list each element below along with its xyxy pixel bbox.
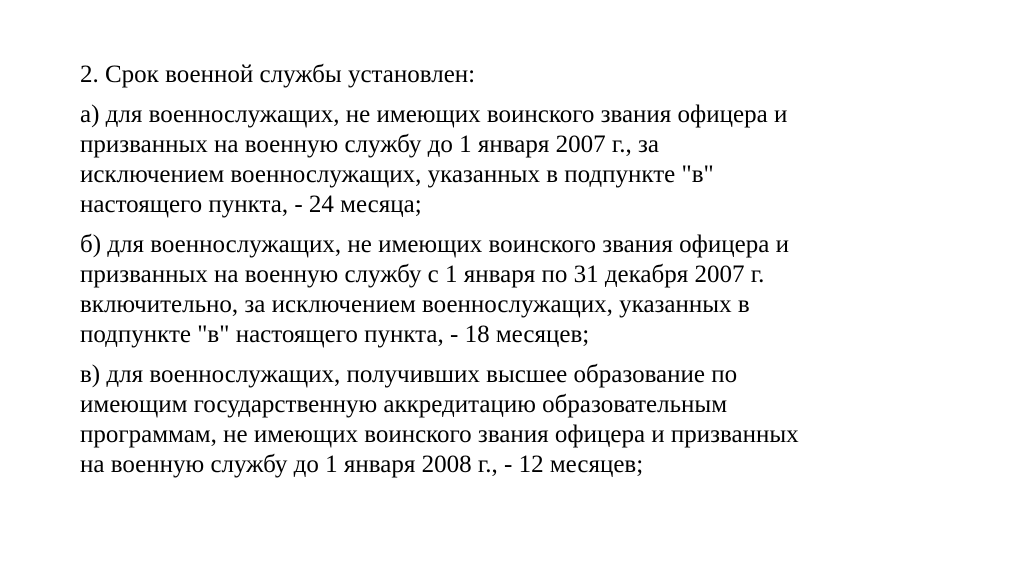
paragraph-a (80, 100, 954, 220)
paragraph-line: на военную службу до 1 января 2008 г., - 12 месяцев; (80, 451, 644, 478)
paragraph-line: призванных на военную службу с 1 января по 31 декабря 2007 г. (80, 261, 765, 288)
paragraph-b (80, 230, 954, 350)
paragraph-line: б) для военнослужащих, не имеющих воинского звания офицера и (80, 231, 789, 258)
paragraph-line: а) для военнослужащих, не имеющих воинского звания офицера и (80, 101, 788, 128)
paragraph-line: имеющим государственную аккредитацию образовательным (80, 391, 728, 418)
paragraph-line: включительно, за исключением военнослужащих, указанных в (80, 291, 750, 318)
paragraph-line: подпункте "в" настоящего пункта, - 18 месяцев; (80, 321, 590, 348)
paragraph-line: программам, не имеющих воинского звания офицера и призванных (80, 421, 799, 448)
section-heading: 2. Срок военной службы установлен: (80, 61, 476, 88)
paragraph-line: призванных на военную службу до 1 января 2007 г., за (80, 131, 659, 158)
paragraph-line: в) для военнослужащих, получивших высшее образование по (80, 361, 738, 388)
paragraph-line: исключением военнослужащих, указанных в подпункте "в" (80, 161, 714, 188)
paragraph-v (80, 360, 954, 480)
paragraph-line: настоящего пункта, - 24 месяца; (80, 191, 422, 218)
